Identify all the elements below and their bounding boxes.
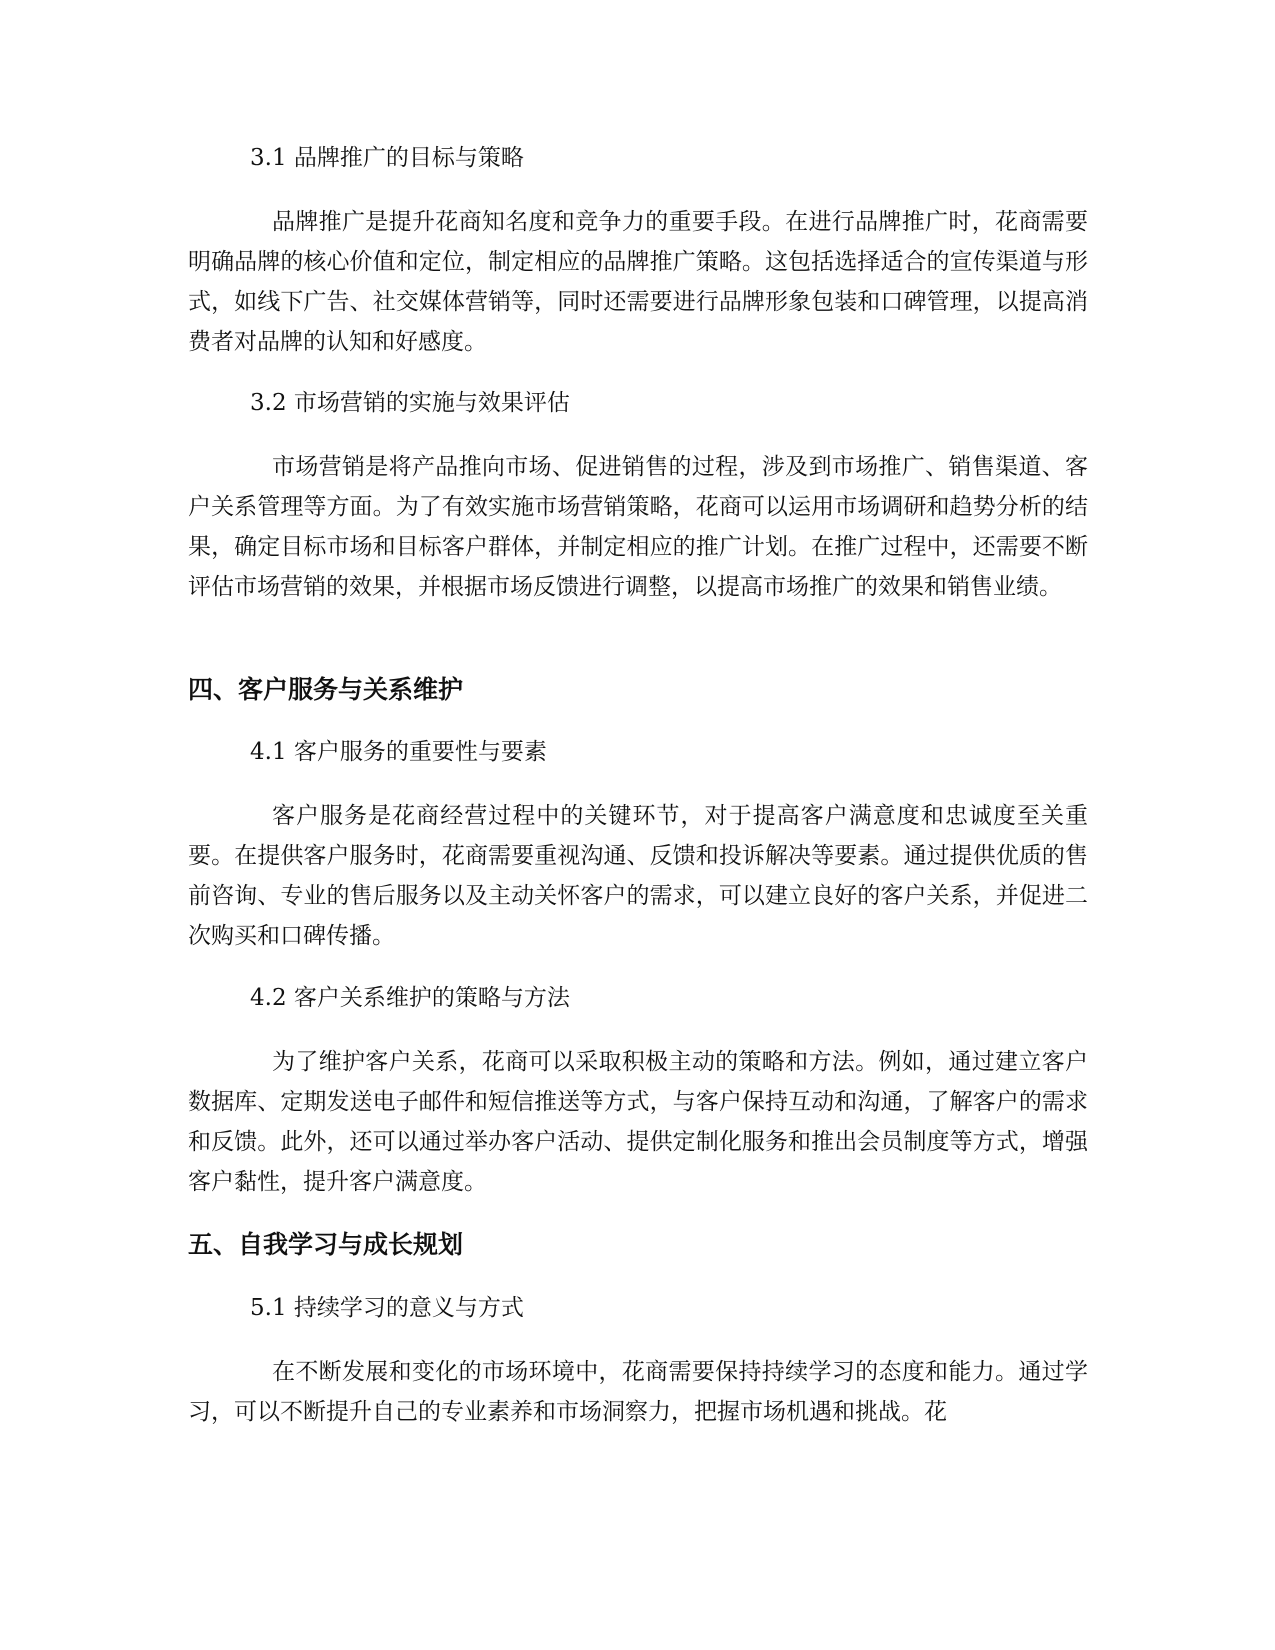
subheading-4-1: 4.1 客户服务的重要性与要素 [250,739,547,765]
paragraph-3-2 [188,447,1088,607]
heading-section-4: 四、客户服务与关系维护 [188,675,464,704]
subheading-3-1: 3.1 品牌推广的目标与策略 [250,145,524,171]
paragraph-3-2-text: 市场营销是将产品推向市场、促进销售的过程，涉及到市场推广、销售渠道、客户关系管理等方面。为了有效实施市场营销策略，花商可以运用市场调研和趋势分析的结果，确定目标市场和目标客户群体，并制定相应的推广计划。在推广过程中，还需要不断评估市场营销的效果，并根据市场反馈进行调整，以提高市场推广的效果和销售业绩。 [188,454,1088,600]
paragraph-5-1-text: 在不断发展和变化的市场环境中，花商需要保持持续学习的态度和能力。通过学习，可以不断提升自己的专业素养和市场洞察力，把握市场机遇和挑战。花 [188,1359,1088,1425]
heading-section-5: 五、自我学习与成长规划 [188,1230,464,1259]
subheading-3-2: 3.2 市场营销的实施与效果评估 [250,390,570,416]
paragraph-5-1 [188,1352,1088,1432]
paragraph-4-2 [188,1042,1088,1202]
paragraph-4-2-text: 为了维护客户关系，花商可以采取积极主动的策略和方法。例如，通过建立客户数据库、定期发送电子邮件和短信推送等方式，与客户保持互动和沟通，了解客户的需求和反馈。此外，还可以通过举办客户活动、提供定制化服务和推出会员制度等方式，增强客户黏性，提升客户满意度。 [188,1049,1088,1195]
paragraph-4-1-text: 客户服务是花商经营过程中的关键环节，对于提高客户满意度和忠诚度至关重要。在提供客户服务时，花商需要重视沟通、反馈和投诉解决等要素。通过提供优质的售前咨询、专业的售后服务以及主动关怀客户的需求，可以建立良好的客户关系，并促进二次购买和口碑传播。 [188,803,1088,949]
subheading-5-1: 5.1 持续学习的意义与方式 [250,1295,524,1321]
subheading-4-2: 4.2 客户关系维护的策略与方法 [250,985,570,1011]
paragraph-3-1 [188,202,1088,362]
paragraph-3-1-text: 品牌推广是提升花商知名度和竞争力的重要手段。在进行品牌推广时，花商需要明确品牌的核心价值和定位，制定相应的品牌推广策略。这包括选择适合的宣传渠道与形式，如线下广告、社交媒体营销等，同时还需要进行品牌形象包装和口碑管理，以提高消费者对品牌的认知和好感度。 [188,209,1088,355]
paragraph-4-1 [188,796,1088,956]
